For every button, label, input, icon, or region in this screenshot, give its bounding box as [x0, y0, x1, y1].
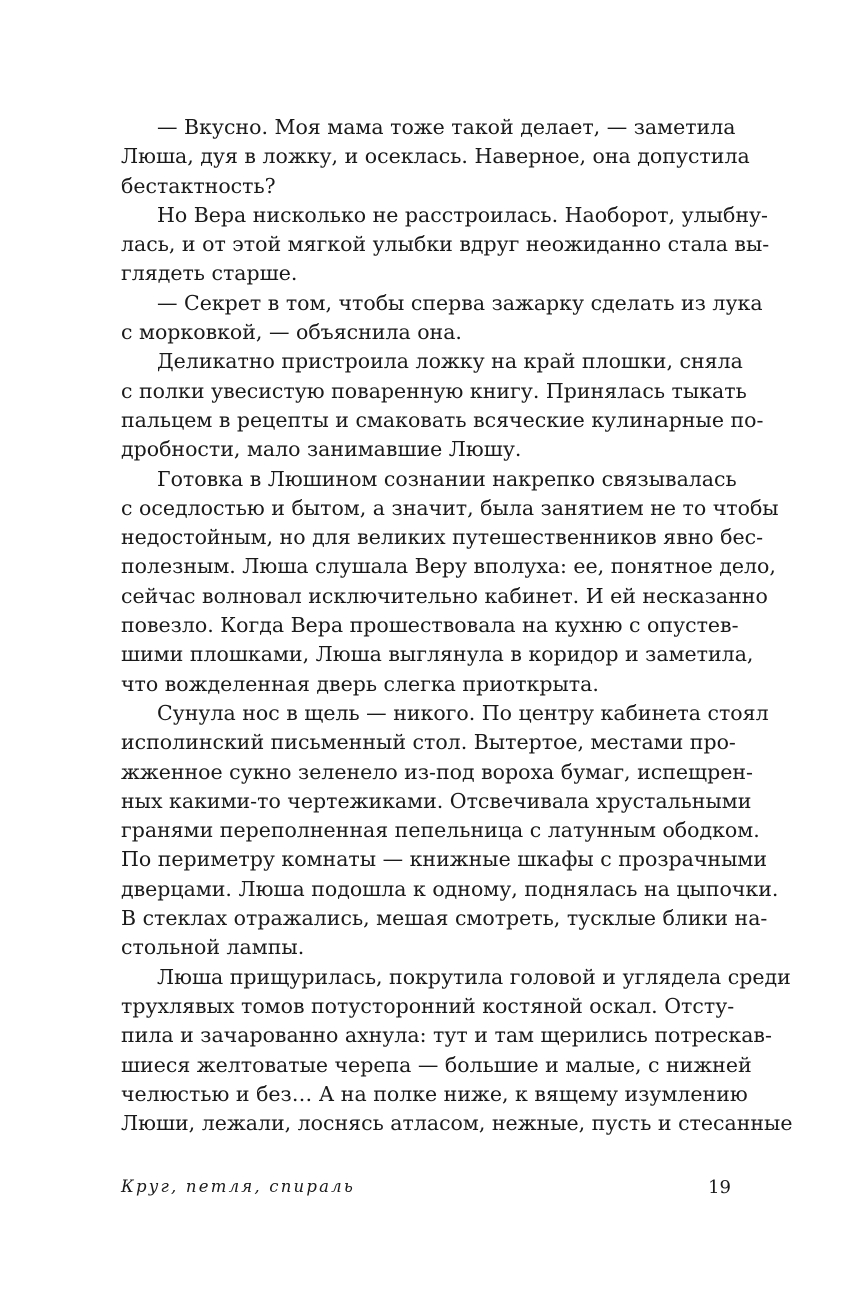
text-line: лась, и от этой мягкой улыбки вдруг неожиданно стала вы- [121, 232, 770, 257]
text-line: с морковкой, — объяснила она. [121, 320, 462, 345]
text-line: сейчас волновал исключительно кабинет. И ей несказанно [121, 583, 768, 608]
text-line: пальцем в рецепты и смаковать всяческие кулинарные по- [121, 407, 764, 432]
text-line: В стеклах отражались, мешая смотреть, тусклые блики на- [121, 906, 768, 931]
paragraph [121, 113, 750, 201]
page-number: 19 [708, 1177, 731, 1198]
text-line: челюстью и без… А на полке ниже, к вящему изумлению [121, 1081, 748, 1106]
text-line: гранями переполненная пепельница с латунным ободком. [121, 818, 760, 843]
text-line: Люши, лежали, лоснясь атласом, нежные, пусть и стесанные [121, 1111, 793, 1136]
text-line: Деликатно пристроила ложку на край плошки, сняла [157, 349, 743, 374]
text-line: с полки увесистую поваренную книгу. Принялась тыкать [121, 378, 747, 403]
text-line: Люша, дуя в ложку, и осеклась. Наверное, она допустила [121, 144, 750, 169]
text-line: Люша прищурилась, покрутила головой и углядела среди [157, 964, 791, 989]
text-line: исполинский письменный стол. Вытертое, местами про- [121, 730, 736, 755]
text-line: полезным. Люша слушала Веру вполуха: ее, понятное дело, [121, 554, 776, 579]
text-line: что вожделенная дверь слегка приоткрыта. [121, 671, 599, 696]
paragraph [121, 201, 770, 289]
text-line: шими плошками, Люша выглянула в коридор и заметила, [121, 642, 754, 667]
text-line: глядеть старше. [121, 261, 298, 286]
paragraph [121, 289, 763, 348]
text-line: шиеся желтоватые черепа — большие и малые, с нижней [121, 1052, 752, 1077]
text-line: дверцами. Люша подошла к одному, поднялась на цыпочки. [121, 876, 779, 901]
text-line: По периметру комнаты — книжные шкафы с прозрачными [121, 847, 768, 872]
text-line: Сунула нос в щель — никого. По центру кабинета стоял [157, 700, 769, 725]
paragraph [121, 347, 764, 464]
text-line: дробности, мало занимавшие Люшу. [121, 437, 522, 462]
text-line: недостойным, но для великих путешественников явно бес- [121, 525, 764, 550]
text-line: повезло. Когда Вера прошествовала на кухню с опустев- [121, 613, 739, 638]
text-line: бестактность? [121, 173, 276, 198]
text-line: ных какими-то чертежиками. Отсвечивала хрустальными [121, 788, 752, 813]
text-line: трухлявых томов потусторонний костяной оскал. Отсту- [121, 993, 735, 1018]
running-title: Круг, петля, спираль [121, 1177, 356, 1196]
paragraph [121, 699, 779, 963]
text-line: Но Вера нисколько не расстроилась. Наоборот, улыбну- [157, 202, 768, 227]
paragraph [121, 465, 779, 699]
paragraph [121, 963, 793, 1139]
text-line: с оседлостью и бытом, а значит, была занятием не то чтобы [121, 495, 779, 520]
page-footer [121, 1177, 731, 1205]
text-line: — Вкусно. Моя мама тоже такой делает, — заметила [157, 115, 736, 139]
text-line: стольной лампы. [121, 935, 305, 960]
text-line: жженное сукно зеленело из-под вороха бумаг, испещрен- [121, 759, 753, 784]
text-line: Готовка в Люшином сознании накрепко связывалась [157, 466, 737, 491]
text-line: пила и зачарованно ахнула: тут и там щерились потрескав- [121, 1023, 772, 1048]
body-text [121, 113, 793, 1138]
text-line: — Секрет в том, чтобы сперва зажарку сделать из лука [157, 290, 763, 315]
